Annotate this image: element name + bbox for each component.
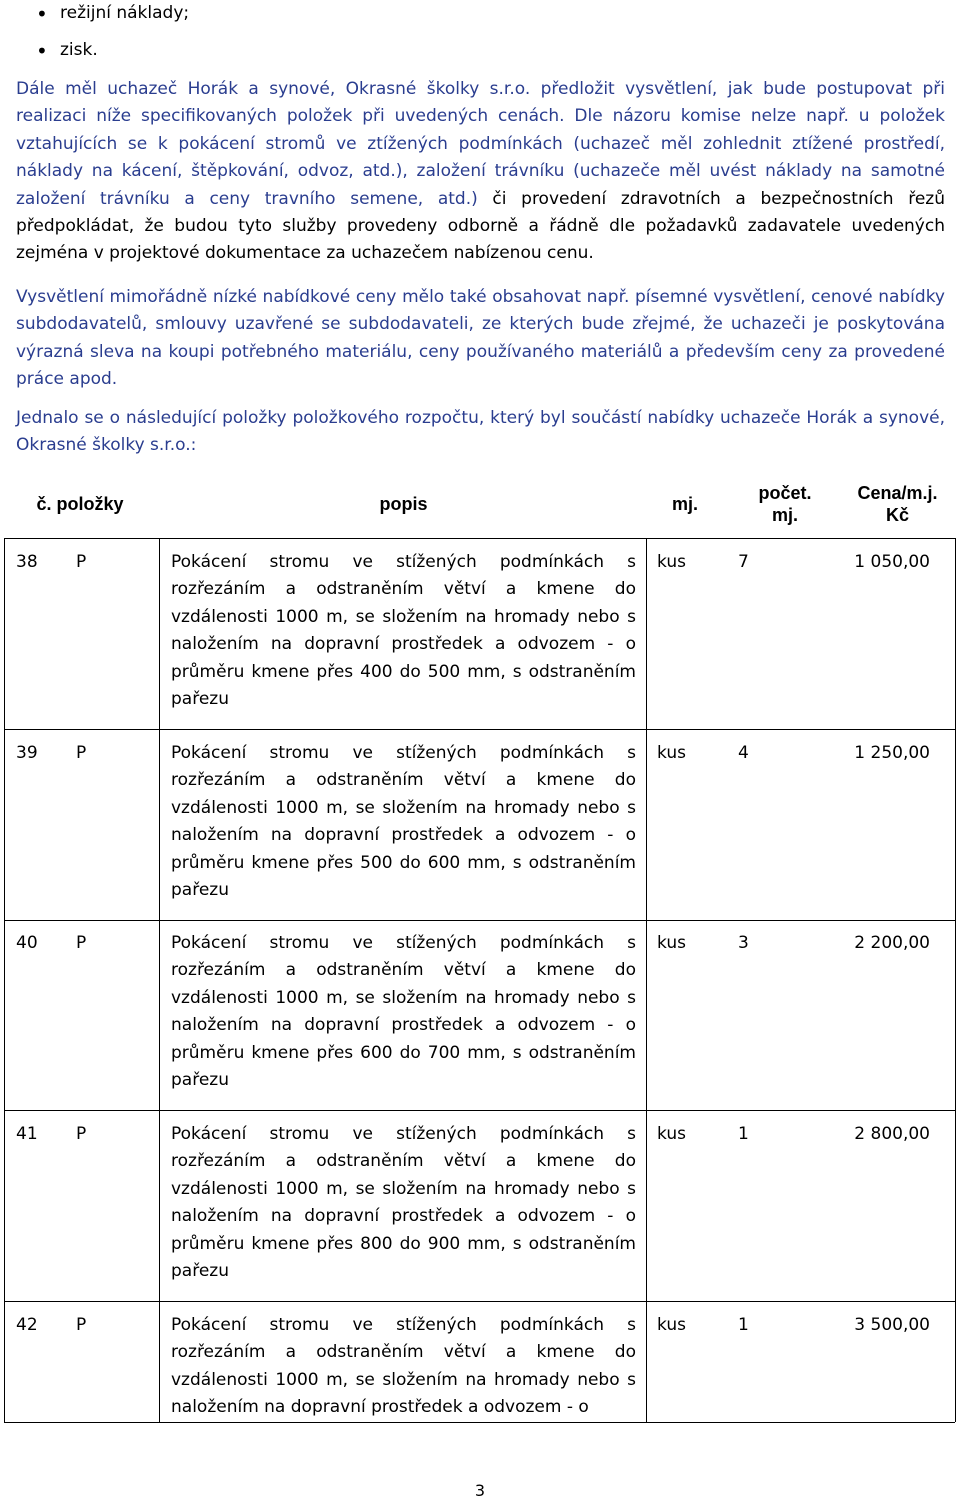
paragraph-requirements: Vysvětlení mimořádně nízké nabídkové ceny mělo také obsahovat např. písemné vysvětlení, cenové nabídky subdodavatelů, smlouvy uzavřené se subdodavateli, ze kterých bude zřejmé, že uchazeči je poskytována výrazná sleva na koupi potřebného materiálu, ceny používaného materiálů a především ceny za provedené práce apod. bbox=[16, 287, 945, 390]
table-rule bbox=[4, 538, 955, 539]
item-flag: P bbox=[76, 933, 87, 953]
bullet-item: • zisk. bbox=[60, 40, 98, 60]
header-unit: mj. bbox=[671, 494, 698, 514]
item-number: 40 bbox=[16, 933, 38, 953]
header-item-number: č. položky bbox=[36, 494, 124, 514]
item-description: Pokácení stromu ve stížených podmínkách s rozřezáním a odstraněním větví a kmene do vzdálenosti 1000 m, se složením na hromady nebo s naložením na dopravní prostředek a odvozem - o bbox=[171, 1315, 636, 1418]
table-divider bbox=[646, 538, 647, 1422]
item-price: 2 800,00 bbox=[854, 1124, 930, 1144]
item-price: 3 500,00 bbox=[854, 1315, 930, 1335]
item-flag: P bbox=[76, 1315, 87, 1335]
table-rule bbox=[4, 729, 955, 730]
item-count: 4 bbox=[738, 743, 749, 763]
table-border-left bbox=[4, 538, 5, 1422]
item-unit: kus bbox=[657, 552, 686, 572]
item-unit: kus bbox=[657, 1315, 686, 1335]
item-number: 39 bbox=[16, 743, 38, 763]
page-number: 3 bbox=[474, 1481, 486, 1500]
bullet-item: • režijní náklady; bbox=[60, 3, 189, 23]
item-price: 1 050,00 bbox=[854, 552, 930, 572]
paragraph-black-text: či provedení zdravotních a bezpečnostních řezů předpokládat, že budou tyto služby provedeny odborně a řádně dle požadavků zadavatele uvedených zejména v projektové dokumentace za uchazečem nabízenou cenu. bbox=[16, 188, 945, 264]
item-number: 38 bbox=[16, 552, 38, 572]
item-flag: P bbox=[76, 743, 87, 763]
paragraph-explanation bbox=[16, 76, 945, 268]
table-rule bbox=[4, 1110, 955, 1111]
item-unit: kus bbox=[657, 743, 686, 763]
item-number: 42 bbox=[16, 1315, 38, 1335]
table-divider bbox=[159, 538, 160, 1422]
item-unit: kus bbox=[657, 933, 686, 953]
item-description: Pokácení stromu ve stížených podmínkách s rozřezáním a odstraněním větví a kmene do vzdálenosti 1000 m, se složením na hromady nebo s naložením na dopravní prostředek a odvozem - o průměru kmene přes 600 do 700 mm, s odstraněním pařezu bbox=[171, 933, 636, 1091]
item-price: 2 200,00 bbox=[854, 933, 930, 953]
item-flag: P bbox=[76, 1124, 87, 1144]
item-flag: P bbox=[76, 552, 87, 572]
item-description: Pokácení stromu ve stížených podmínkách s rozřezáním a odstraněním větví a kmene do vzdálenosti 1000 m, se složením na hromady nebo s naložením na dopravní prostředek a odvozem - o průměru kmene přes 400 do 500 mm, s odstraněním pařezu bbox=[171, 552, 636, 710]
item-count: 3 bbox=[738, 933, 749, 953]
item-count: 1 bbox=[738, 1315, 749, 1335]
table-rule bbox=[4, 1301, 955, 1302]
paragraph-items-intro: Jednalo se o následující položky položkového rozpočtu, který byl součástí nabídky uchazeče Horák a synové, Okrasné školky s.r.o.: bbox=[16, 408, 945, 456]
item-price: 1 250,00 bbox=[854, 743, 930, 763]
item-description: Pokácení stromu ve stížených podmínkách s rozřezáním a odstraněním větví a kmene do vzdálenosti 1000 m, se složením na hromady nebo s naložením na dopravní prostředek a odvozem - o průměru kmene přes 800 do 900 mm, s odstraněním pařezu bbox=[171, 1124, 636, 1282]
item-count: 1 bbox=[738, 1124, 749, 1144]
table-border-right bbox=[955, 538, 956, 1422]
item-unit: kus bbox=[657, 1124, 686, 1144]
table-rule bbox=[4, 920, 955, 921]
header-count: počet. mj. bbox=[758, 483, 812, 525]
header-description: popis bbox=[379, 494, 428, 514]
header-price: Cena/m.j. Kč bbox=[857, 483, 938, 525]
item-number: 41 bbox=[16, 1124, 38, 1144]
table-rule bbox=[4, 1422, 955, 1423]
item-count: 7 bbox=[738, 552, 749, 572]
item-description: Pokácení stromu ve stížených podmínkách s rozřezáním a odstraněním větví a kmene do vzdálenosti 1000 m, se složením na hromady nebo s naložením na dopravní prostředek a odvozem - o průměru kmene přes 500 do 600 mm, s odstraněním pařezu bbox=[171, 743, 636, 901]
paragraph-blue-text: Dále měl uchazeč Horák a synové, Okrasné školky s.r.o. předložit vysvětlení, jak bude postupovat při realizaci níže specifikovaných položek při uvedených cenách. Dle názoru komise nelze např. u položek vztahujících se k pokácení stromů ve ztížených podmínkách (uchazeč měl zohlednit ztížené prostředí, náklady na kácení, štěpkování, odvoz, atd.), založení trávníku (uchazeče měl uvést náklady na samotné založení trávníku a ceny travního semene, atd.) bbox=[16, 79, 945, 209]
